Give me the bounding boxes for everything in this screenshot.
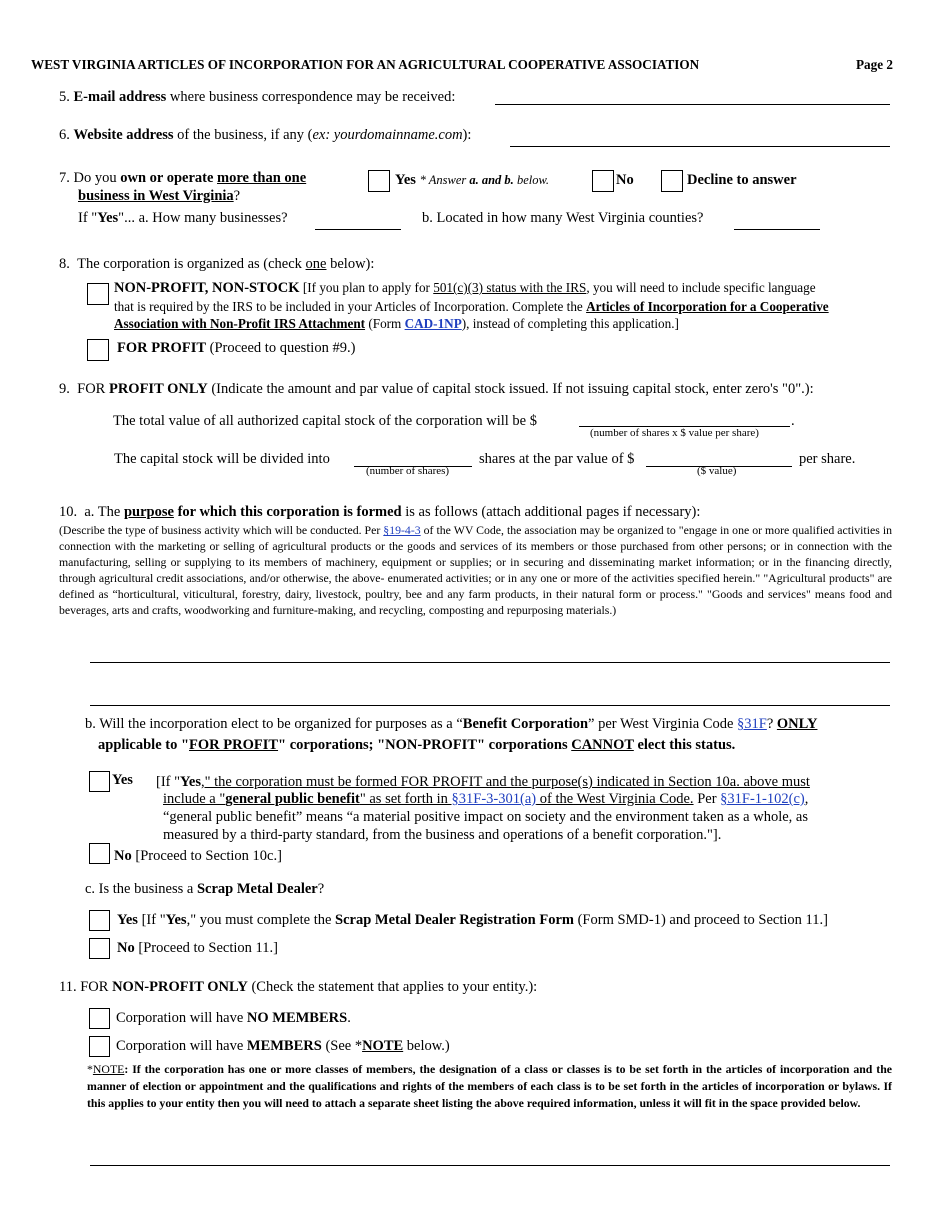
q11-label: 11. FOR NON-PROFIT ONLY (Check the statement that applies to your entity.): [59,979,538,995]
q10c-no-checkbox[interactable] [89,938,110,959]
q7b-label: b. Located in how many West Virginia counties? [422,210,704,226]
q10a-label: 10. a. The purpose for which this corporation is formed is as follows (attach additional pages if necessary): [59,504,701,520]
q10b-yes-checkbox[interactable] [89,771,110,792]
page-number: Page 2 [856,57,893,72]
q10b-yes-text-1: [If "Yes," the corporation must be formed FOR PROFIT and the purpose(s) indicated in Section 10a. above must [156,774,810,790]
q11-no-members-checkbox[interactable] [89,1008,110,1029]
q8-nonprofit-checkbox[interactable] [87,283,109,305]
q9-total-period: . [791,413,795,429]
cad-1np-link[interactable]: CAD-1NP [404,316,462,331]
q9-divided-label: The capital stock will be divided into [114,451,330,467]
wv-code-31f-link[interactable]: §31F [737,716,767,732]
q9-per-share: per share. [799,451,856,467]
q8-nonprofit-line1: NON-PROFIT, NON-STOCK [If you plan to apply for 501(c)(3) status with the IRS, you will need to include specific language [114,280,816,296]
q9-label: 9. FOR PROFIT ONLY (Indicate the amount and par value of capital stock issued. If not issuing capital stock, enter zero's "0".): [59,381,814,397]
q11-no-members-label: Corporation will have NO MEMBERS. [116,1010,351,1026]
q7-label-line2: business in West Virginia? [78,188,241,204]
q9-shares-hint: (number of shares) [366,465,450,477]
q10c-yes-checkbox[interactable] [89,910,110,931]
website-field[interactable] [510,146,890,147]
q8-forprofit-label: FOR PROFIT (Proceed to question #9.) [117,340,356,356]
q11-members-checkbox[interactable] [89,1036,110,1057]
q9-total-label: The total value of all authorized capital stock of the corporation will be $ [113,413,537,429]
email-field[interactable] [495,104,890,105]
q7-decline-checkbox[interactable] [661,170,683,192]
q7a-label: If "Yes"... a. How many businesses? [78,210,288,226]
wv-code-31f-1-102-link[interactable]: §31F-1-102(c) [720,791,805,807]
q10a-description: (Describe the type of business activity which will be conducted. Per §19-4-3 of the WV Code, the association may be organized to "engage in one or more qualified activities in connection with the marketing or selling of agricultural products or the goods and services of its members or those purchased from other persons; or in connection with the manufacturing, selling or supplying to its members of machinery, equipment or supplies; or in securing and disseminating market information; or in the financing directly, through agricultural credit associations, and/or otherwise, the above- enumerated activities; or in any one or more of the activities specified herein." "Agricultural products" are defined as “horticultural, viticultural, forestry, dairy, livestock, poultry, bee and any farm products, in their natural form or process." "Goods and services" means food and beverages, arts and crafts, woodworking and furniture-making, and recycling, composting and repurposing materials.) [59,523,892,617]
wv-code-19-4-3-link[interactable]: §19-4-3 [383,523,421,537]
q11-note: *NOTE: If the corporation has one or more classes of members, the designation of a class or classes is to be set forth in the articles of incorporation and the manner of election or appointment and the qualifications and rights of the members of each class is to be set forth in the articles of incorporation or bylaws. If this applies to your entity then you will need to attach a separate sheet listing the above required information, unless it will fit in the space provided below. [87,1062,892,1110]
q7a-businesses-field[interactable] [315,229,401,230]
q10b-label-line1: b. Will the incorporation elect to be organized for purposes as a “Benefit Corporation” per West Virginia Code §31F? ONLY [85,716,818,732]
q10b-yes-text-4: measured by a third-party standard, from the business and operations of a benefit corporation."]. [163,827,722,843]
wv-code-31f-3-301-link[interactable]: §31F-3-301(a) [451,791,537,807]
q9-value-hint: ($ value) [697,465,737,477]
q10c-yes-label: Yes [If "Yes," you must complete the Scrap Metal Dealer Registration Form (Form SMD-1) and proceed to Section 11.] [117,912,828,928]
q10b-yes-text-2: include a "general public benefit" as set forth in §31F-3-301(a) of the West Virginia Code. Per §31F-1-102(c), [163,791,809,807]
q7b-counties-field[interactable] [734,229,820,230]
q9-par-label: shares at the par value of $ [479,451,635,467]
q7-no-label: No [616,172,634,188]
q10c-label: c. Is the business a Scrap Metal Dealer? [85,881,325,897]
q7-yes-checkbox[interactable] [368,170,390,192]
q10b-yes-text-3: “general public benefit” means “a material positive impact on society and the environment taken as a whole, as [163,809,809,825]
form-title: WEST VIRGINIA ARTICLES OF INCORPORATION FOR AN AGRICULTURAL COOPERATIVE ASSOCIATION [31,57,700,72]
q10b-no-checkbox[interactable] [89,843,110,864]
q10b-label-line2: applicable to "FOR PROFIT" corporations; "NON-PROFIT" corporations CANNOT elect this status. [98,737,736,753]
q11-members-label: Corporation will have MEMBERS (See *NOTE below.) [116,1038,450,1054]
q8-label: 8. The corporation is organized as (check one below): [59,256,375,272]
q10b-yes-label: Yes [112,772,133,788]
q5-label: 5. E-mail address where business correspondence may be received: [59,89,456,105]
q7-label-line1: 7. Do you own or operate more than one [59,170,307,186]
q7-no-checkbox[interactable] [592,170,614,192]
q10c-no-label: No [Proceed to Section 11.] [117,940,278,956]
q11-members-info-line[interactable] [90,1165,890,1166]
q10a-purpose-line-1[interactable] [90,662,890,663]
q8-forprofit-checkbox[interactable] [87,339,109,361]
q6-label: 6. Website address of the business, if any (ex: yourdomainname.com): [59,127,472,143]
q7-yes-label: Yes * Answer a. and b. below. [395,172,549,188]
q9-total-hint: (number of shares x $ value per share) [590,427,759,439]
q7-decline-label: Decline to answer [687,172,797,188]
q10b-no-label: No [Proceed to Section 10c.] [114,848,282,864]
q8-nonprofit-line3: Association with Non-Profit IRS Attachment (Form CAD-1NP), instead of completing this application.] [114,316,679,331]
q8-nonprofit-line2: that is required by the IRS to be included in your Articles of Incorporation. Complete the Articles of Incorporation for a Cooperative [114,299,829,314]
q10a-purpose-line-2[interactable] [90,705,890,706]
